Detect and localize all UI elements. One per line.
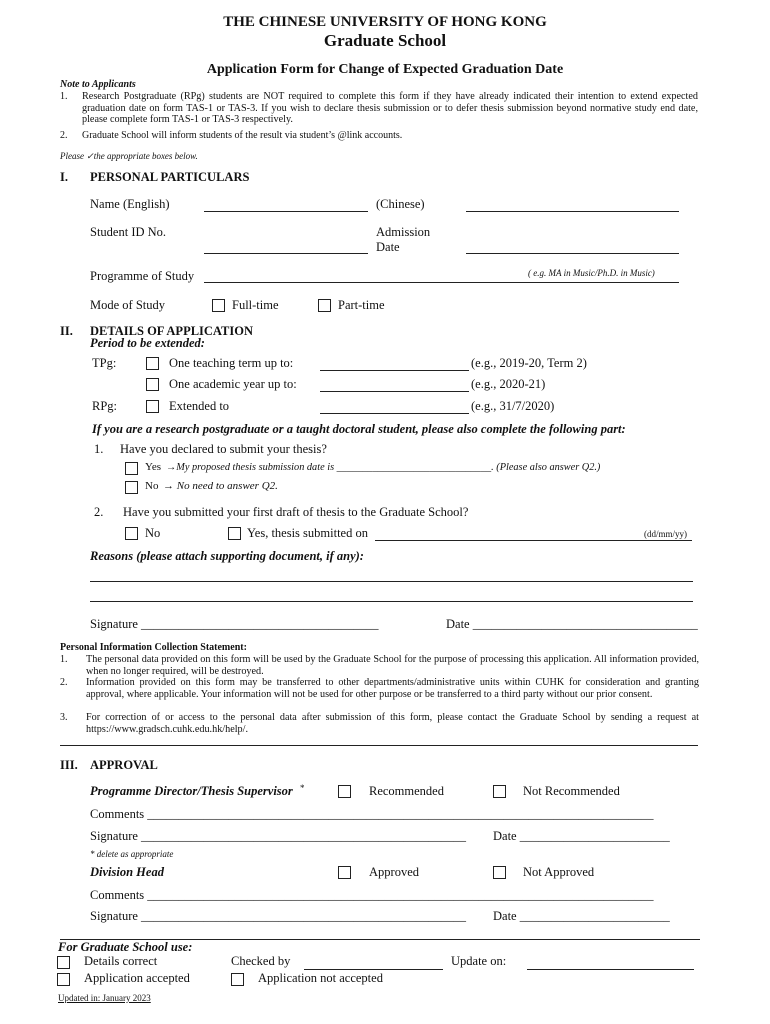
part-time-checkbox[interactable] [318,299,331,312]
name-chinese-field[interactable] [466,211,679,212]
q1-no-label: No [145,480,159,492]
application-accepted-label: Application accepted [84,971,190,985]
extended-to-field[interactable] [320,413,469,414]
admission-label: Admission [376,225,431,239]
research-note: If you are a research postgraduate or a taught doctoral student, please also complete the following part: [92,422,626,436]
updated-date: Updated in: January 2023 [58,993,151,1003]
application-not-accepted-label: Application not accepted [258,971,383,985]
rpg-label: RPg: [92,399,118,413]
application-not-accepted-checkbox[interactable] [231,973,244,986]
student-id-label: Student ID No. [90,225,167,239]
one-term-example: (e.g., 2019-20, Term 2) [471,356,587,370]
section-2-title: DETAILS OF APPLICATION [90,324,253,338]
not-approved-label: Not Approved [523,865,595,879]
pics-3-number: 3. [60,712,68,723]
university-name: THE CHINESE UNIVERSITY OF HONG KONG [223,14,547,30]
not-recommended-checkbox[interactable] [493,785,506,798]
division-head-label: Division Head [90,865,164,879]
division-signature[interactable]: Signature ____________________________________________________ [90,909,467,923]
recommended-checkbox[interactable] [338,785,351,798]
tick-instruction: Please ✓the appropriate boxes below. [60,151,198,161]
extended-to-label: Extended to [169,399,230,413]
admission-date-label: Date [376,240,400,254]
q2-no-checkbox[interactable] [125,527,138,540]
one-year-label: One academic year up to: [169,377,297,391]
one-year-checkbox[interactable] [146,378,159,391]
section-3-number: III. [60,758,78,772]
division-date[interactable]: Date ________________________ [493,909,670,923]
details-correct-label: Details correct [84,954,158,968]
divider-line [60,745,698,746]
q2-number: 2. [94,505,104,519]
student-id-field[interactable] [204,253,368,254]
q1-number: 1. [94,442,104,456]
q1-yes-checkbox[interactable] [125,462,138,475]
q2-no-label: No [145,526,161,540]
name-english-label: Name (English) [90,197,170,211]
thesis-submitted-date-field[interactable] [375,540,692,541]
full-time-label: Full-time [232,298,279,312]
name-english-field[interactable] [204,211,368,212]
pics-1-number: 1. [60,654,68,665]
section-1-number: I. [60,170,68,184]
not-approved-checkbox[interactable] [493,866,506,879]
pics-3-text: For correction of or access to the personal data after submission of this form, please contact the Graduate School by sending a request at https://www.gradsch.cuhk.edu.hk/help/. [86,712,699,735]
tpg-label: TPg: [92,356,117,370]
period-heading: Period to be extended: [90,336,205,350]
applicant-signature[interactable]: Signature ______________________________________ [90,617,379,631]
division-comments[interactable]: Comments _________________________________________________________________________________ [90,888,654,902]
one-term-field[interactable] [320,370,469,371]
update-on-label: Update on: [451,954,507,968]
one-year-example: (e.g., 2020-21) [471,377,546,391]
supervisor-signature[interactable]: Signature ____________________________________________________ [90,829,467,843]
reasons-heading: Reasons (please attach supporting document, if any): [90,549,364,563]
supervisor-date[interactable]: Date ________________________ [493,829,670,843]
section-2-number: II. [60,324,73,338]
supervisor-comments[interactable]: Comments _________________________________________________________________________________ [90,807,654,821]
full-time-checkbox[interactable] [212,299,225,312]
programme-hint: ( e.g. MA in Music/Ph.D. in Music) [528,268,655,278]
reasons-line-1[interactable] [90,581,693,582]
reasons-line-2[interactable] [90,601,693,602]
pics-2-text: Information provided on this form may be transferred to other departments/administrative units within CUHK for consideration and granting approval, where applicable. Your information will not be used for other purpose or be transferred to a third party without our prior consent. [86,677,699,700]
section-1-title: PERSONAL PARTICULARS [90,170,250,184]
note-1-number: 1. [60,91,68,102]
checked-by-field[interactable] [304,969,443,970]
supervisor-asterisk: * [300,783,305,793]
checked-by-label: Checked by [231,954,291,968]
recommended-label: Recommended [369,784,444,798]
approved-checkbox[interactable] [338,866,351,879]
pics-2-number: 2. [60,677,68,688]
school-name: Graduate School [323,31,447,50]
note-2-number: 2. [60,130,68,141]
note-2-text: Graduate School will inform students of the result via student’s @link accounts. [82,130,403,141]
one-term-label: One teaching term up to: [169,356,294,370]
notes-heading: Note to Applicants [60,79,136,90]
q1-yes-label: Yes [145,461,162,473]
application-accepted-checkbox[interactable] [57,973,70,986]
update-on-field[interactable] [527,969,694,970]
admission-date-field[interactable] [466,253,679,254]
programme-field[interactable] [204,282,679,283]
one-term-checkbox[interactable] [146,357,159,370]
date-format-hint: (dd/mm/yy) [644,529,687,539]
q1-text: Have you declared to submit your thesis? [120,442,327,456]
extended-to-checkbox[interactable] [146,400,159,413]
part-time-label: Part-time [338,298,385,312]
pics-1-text: The personal data provided on this form will be used by the Graduate School for the purpose of processing this application. All information provided, when no longer required, will be destroyed. [86,654,699,677]
section-3-title: APPROVAL [90,758,158,772]
q2-yes-label: Yes, thesis submitted on [247,526,368,540]
q1-no-checkbox[interactable] [125,481,138,494]
q1-no-detail: → No need to answer Q2. [163,480,278,492]
pics-heading: Personal Information Collection Statement: [60,642,247,653]
extended-to-example: (e.g., 31/7/2020) [471,399,555,413]
form-title: Application Form for Change of Expected Graduation Date [206,62,564,77]
programme-label: Programme of Study [90,269,195,283]
approved-label: Approved [369,865,419,879]
applicant-date[interactable]: Date ____________________________________ [446,617,698,631]
q2-yes-checkbox[interactable] [228,527,241,540]
mode-label: Mode of Study [90,298,165,312]
supervisor-label: Programme Director/Thesis Supervisor [90,784,293,798]
q2-text: Have you submitted your first draft of thesis to the Graduate School? [123,505,469,519]
gs-use-heading: For Graduate School use: [58,940,193,954]
delete-note: * delete as appropriate [90,849,174,859]
note-1-text: Research Postgraduate (RPg) students are NOT required to complete this form if they have already indicated their intention to extend expected graduation date on form TAS-1 or TAS-3. If you wish to declare thesis submission or to defer thesis submission beyond normative study end date, please complete form TAS-1 or TAS-3 respectively. [82,91,698,126]
one-year-field[interactable] [320,391,469,392]
q1-yes-detail: →My proposed thesis submission date is ______________________________. (Please also answer Q2.) [166,462,601,473]
name-chinese-label: (Chinese) [376,197,425,211]
not-recommended-label: Not Recommended [523,784,620,798]
details-correct-checkbox[interactable] [57,956,70,969]
